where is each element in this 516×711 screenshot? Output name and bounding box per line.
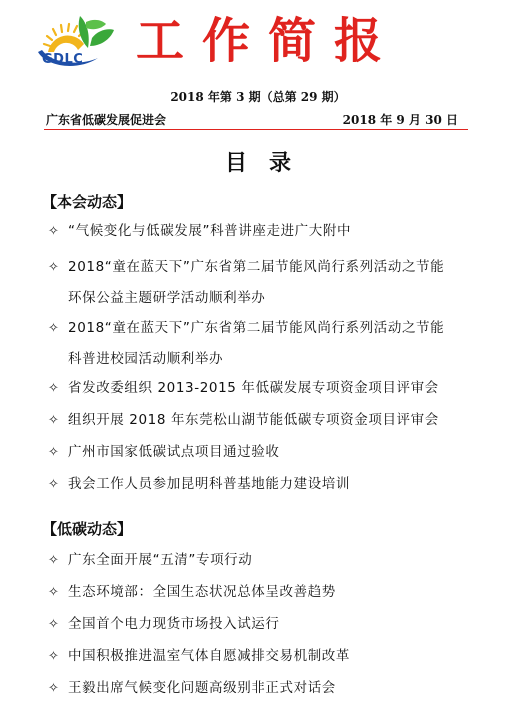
diamond-bullet-icon: ✧ [48,617,59,632]
toc-item[interactable] [48,609,468,640]
toc-item-text: 省发改委组织 2013-2015 年低碳发展专项资金项目评审会 [68,380,439,396]
issue-number: 2018 年第 3 期（总第 29 期） [170,90,346,104]
toc-item[interactable] [48,437,468,468]
diamond-bullet-icon: ✧ [48,445,59,460]
toc-item-text: 广州市国家低碳试点项目通过验收 [68,444,280,460]
toc-item-text: 全国首个电力现货市场投入试运行 [68,616,280,632]
diamond-bullet-icon: ✧ [48,381,59,396]
bulletin-title: 工作简报 [136,13,401,69]
diamond-bullet-icon: ✧ [48,649,59,664]
toc-item[interactable] [48,577,468,608]
toc-item-text-continued: 环保公益主题研学活动顺利举办 [68,290,266,306]
toc-item-text: “气候变化与低碳发展”科普讲座走进广大附中 [68,223,352,239]
toc-item[interactable] [48,313,468,374]
publication-date: 2018 年 9 月 30 日 [342,113,458,127]
diamond-bullet-icon: ✧ [48,413,59,428]
toc-item-text: 组织开展 2018 年东莞松山湖节能低碳专项资金项目评审会 [68,412,439,428]
toc-item-text: 广东全面开展“五清”专项行动 [68,552,253,568]
section-heading-low-carbon-news: 【低碳动态】 [42,520,133,538]
diamond-bullet-icon: ✧ [48,477,59,492]
toc-title: 目录 [224,150,313,176]
diamond-bullet-icon: ✧ [48,260,59,275]
diamond-bullet-icon: ✧ [48,224,59,239]
toc-item-text: 我会工作人员参加昆明科普基地能力建设培训 [68,476,350,492]
toc-item[interactable] [48,545,468,576]
toc-item[interactable] [48,469,468,500]
diamond-bullet-icon: ✧ [48,681,59,696]
organization-name: 广东省低碳发展促进会 [46,113,167,127]
toc-item-text: 2018“童在蓝天下”广东省第二届节能风尚行系列活动之节能 [68,259,445,275]
diamond-bullet-icon: ✧ [48,321,59,336]
toc-item-text-continued: 科普进校园活动顺利举办 [68,351,224,367]
toc-item[interactable] [48,216,468,247]
toc-item[interactable] [48,252,468,313]
diamond-bullet-icon: ✧ [48,585,59,600]
toc-item[interactable] [48,673,468,704]
toc-item[interactable] [48,405,468,436]
diamond-bullet-icon: ✧ [48,553,59,568]
section-heading-association-news: 【本会动态】 [42,193,133,211]
toc-item[interactable] [48,641,468,672]
toc-item[interactable] [48,373,468,404]
toc-item-text: 2018“童在蓝天下”广东省第二届节能风尚行系列活动之节能 [68,320,445,336]
header-divider [44,129,468,130]
toc-item-text: 生态环境部：全国生态状况总体呈改善趋势 [68,584,336,600]
toc-item-text: 王毅出席气候变化问题高级别非正式对话会 [68,680,336,696]
logo-text: GDLC [42,52,84,67]
toc-item-text: 中国积极推进温室气体自愿减排交易机制改革 [68,648,350,664]
